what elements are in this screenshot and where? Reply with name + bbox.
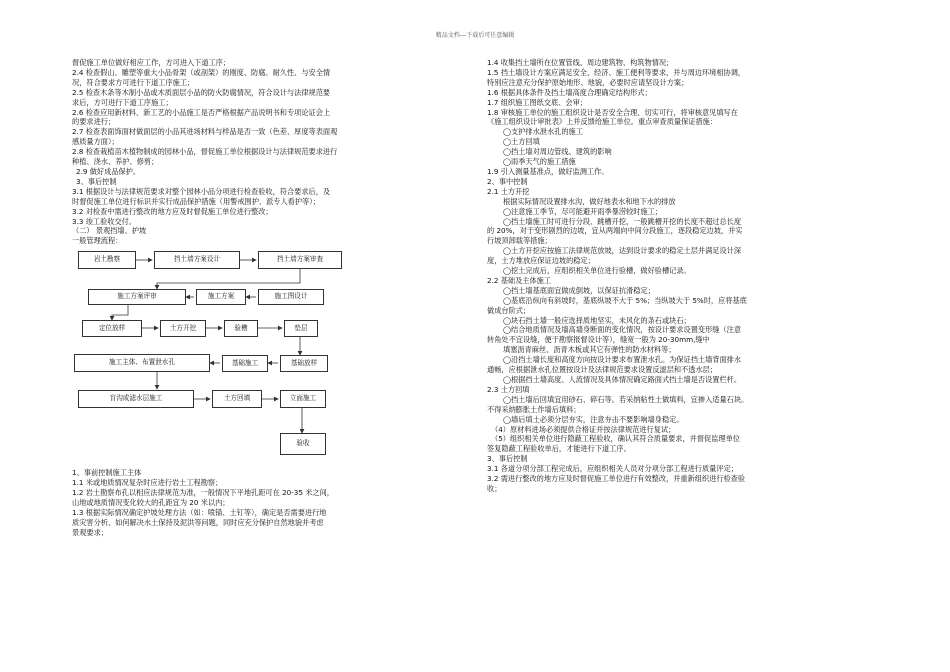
left-text-before-flow [72, 58, 472, 246]
text-line: 根据实际情况设置排水沟，做好地表水和地下水的排放 [503, 196, 676, 206]
page-header: 精品文档---下载后可任意编辑 [435, 32, 515, 39]
text-line: 2.3 土方回填 [487, 384, 530, 394]
text-line: 1.9 引入测量基准点，做好监测工作。 [487, 166, 609, 176]
text-line: ◯基底沿纵向有斜坡时，基底纵坡不大于 5%；当纵坡大于 5%时，应将基底 [503, 295, 747, 305]
text-line: 《施工组织设计审批表》上并反馈给施工单位。重点审查质量保证措施： [487, 117, 718, 127]
text-line: 1.6 根据具体条件及挡土墙高度合理确定结构形式； [487, 87, 652, 97]
text-line: 1.5 挡土墙设计方案应满足安全、经济、施工便利等要求，并与周边环境相协调， [487, 67, 746, 77]
text-line: ◯块石挡土墙一般应选择质地坚实，未风化的条石或块石； [503, 315, 691, 325]
text-line: ◯沿挡土墙长度和高度方向按设计要求布置泄水孔。为保证挡土墙背面排水 [503, 355, 742, 365]
flow-node-jichu-fangyang: 基础放样 [280, 355, 328, 372]
text-line: 1.1 米或地质情况复杂时应进行岩土工程勘察； [72, 478, 223, 488]
text-line: 山地或地质情况变化较大的孔距宜为 20 米以内； [72, 497, 230, 507]
flow-node-tufang: 土方开挖 [160, 320, 206, 337]
text-line: 3、事后控制 [487, 454, 528, 464]
text-line: 签复隐蔽工程验收单后，才能进行下道工序。 [487, 444, 631, 454]
flow-node-fangan-sheji: 挡土墙方案设计 [154, 251, 240, 269]
text-line: 2.9 做好成品保护。 [76, 166, 141, 176]
text-line: 的要求进行； [72, 117, 116, 127]
text-line: ◯雨季天气的施工措施 [503, 157, 576, 167]
process-flowchart [72, 249, 472, 465]
flow-node-shigong-tu: 施工图设计 [258, 289, 324, 305]
text-line: 转角处不宜设缝，便于勘察报督设计等），缝宽一般为 20-30mm,缝中 [487, 335, 710, 345]
text-line: 3.2 需进行整改的地方应及时督促施工单位进行有效整改，并重新组织进行检查验 [487, 474, 746, 484]
text-line: （4）原材料进场必须提供合格证并按法律规范进行复试； [491, 424, 676, 434]
text-line: 填塞沥青麻丝、沥青木板或其它有弹性的防水材料等； [503, 345, 676, 355]
flow-node-kancha: 岩土勘察 [78, 251, 136, 269]
text-line: ◯挖土完成后，应组织相关单位进行验槽，做好验槽记录。 [503, 266, 691, 276]
text-line: ◯挡土墙基底面宜做成倒坡，以保证抗滑稳定； [503, 285, 655, 295]
text-line: 一般管理流程： [72, 236, 123, 246]
text-line: 3.1 根据设计与法律规范要求对整个园林小品分项进行检查验收，符合要求后，及 [72, 186, 331, 196]
text-line: 1、事前控制施工主体 [72, 468, 142, 478]
left-column [72, 58, 472, 538]
text-line: ◯土方开挖应按施工法律规范放坡，达到设计要求的稳定土层并满足设计深 [503, 246, 742, 256]
text-line: ◯墙后填土必须分层夯实，注意夯击不要影响墙身稳定。 [503, 414, 684, 424]
text-line: 1.4 收集挡土墙所在位置管线、周边建筑物、构筑物情况； [487, 58, 674, 67]
text-line: 3.2 对检查中需进行整改的地方应及时督促施工单位进行整改； [72, 206, 273, 216]
text-line: 3.3 竣工验收交付。 [72, 216, 137, 226]
flow-node-yanshou: 验收 [280, 433, 326, 455]
flow-node-dianceng: 垫层 [284, 320, 318, 337]
text-line: 1.3 根据实际情况确定护坡处理方法（如：喷锚、土钉等），确定是否需要进行地 [72, 507, 327, 517]
text-line: 2、事中控制 [487, 176, 528, 186]
text-line: 2.8 检查栽植苗木植物制成的园林小品，督促施工单位根据设计与法律规范要求进行 [72, 147, 338, 157]
text-line: 2.5 检查木条等木制小品或木质面层小品的防火防腐情况，符合设计与法律规范要 [72, 87, 331, 97]
text-line: 2.4 检查假山、雕塑等重大小品骨架（或剖架）的刚度、防腐、耐久性、与安全情 [72, 67, 331, 77]
text-line: 2.1 土方开挖 [487, 186, 530, 196]
right-column [487, 58, 887, 494]
text-line: 度，土方堆放应保证边坡的稳定； [487, 256, 595, 266]
text-line: 2.7 检查表面饰面材做面层的小品其进场材料与样品是否一致（色差、厚度等表面观 [72, 127, 338, 137]
text-line: ◯挡土墙施工时可进行分段、跳槽开挖，一般跳槽开挖的长度不超过总长度 [503, 216, 742, 226]
flow-node-yancao: 验槽 [224, 320, 258, 337]
text-line: 景观要求； [72, 527, 108, 537]
text-line: 做成台阶式； [487, 305, 531, 315]
flow-node-shigong-fangan: 施工方案 [196, 289, 246, 305]
text-line: 种植、浇水、养护、修剪； [72, 157, 159, 167]
left-text-after-flow [72, 468, 472, 537]
flow-node-tufang-huitian: 土方回填 [212, 390, 262, 408]
flow-node-dingwei: 定位放样 [82, 320, 142, 337]
text-line: 求后，方可进行下道工序施工； [72, 97, 173, 107]
text-line: 的 20%，对于变形剧烈的边坡，宜从两端向中间分段施工，逐段稳定边坡，并实 [487, 226, 743, 236]
text-line: ◯注意施工季节，尽可能避开雨季暴涝较时施工； [503, 206, 662, 216]
text-line: （5）组织相关单位进行隐蔽工程验收，确认其符合质量要求，并督促监理单位 [491, 434, 740, 444]
text-line: ◯挡土墙后回填宜用砂石、碎石等。若采纳粘性土做填料，宜掺入适量石块。 [503, 394, 749, 404]
text-line: 时督促施工单位进行标识并实行成品保护措施（用警戒围护、派专人看护等）； [72, 196, 320, 206]
arrow-shencha-to-pingshen [157, 269, 300, 289]
text-line: 不得采纳膨胀土作墙后填料； [487, 404, 581, 414]
flow-node-paishui: 盲沟或滤水层施工 [78, 390, 194, 408]
text-line: ◯结合地质情况及墙高墙身断面的变化情况，按设计要求设置变形缝（注意 [503, 325, 742, 335]
text-line: ◯支护排水泄水孔的施工 [503, 127, 583, 137]
flow-node-fangan-shencha: 挡土墙方案审查 [258, 251, 342, 269]
text-line: 2.6 检查应用新材料、新工艺的小品施工是否严格根据产品说明书和专项论证会上 [72, 107, 331, 117]
text-line: 特别应注意充分保护原始地形、地貌，必要时应请坚设计方案； [487, 77, 689, 87]
text-line: ◯土方回填 [503, 137, 540, 147]
text-line: 收； [487, 483, 502, 493]
flow-node-limian: 立面施工 [280, 390, 326, 408]
flow-node-shigong-fangan-shencha: 施工方案评审 [88, 289, 186, 305]
text-line: 感质量方面）； [72, 137, 119, 147]
text-line: 况，符合要求方可进行下道工序施工； [72, 77, 195, 87]
text-line: 2.2 基础及主体施工 [487, 275, 552, 285]
text-line: （二） 景观挡墙、护坡 [72, 226, 147, 236]
text-line: 1.2 岩土勘察布孔以相应法律规范为准，一般情况下平地孔距可在 20-35 米之间， [72, 488, 334, 498]
text-line: 通畅，应根据泄水孔位置按设计及法律规范要求设置反滤层和不透水层； [487, 365, 718, 375]
flow-node-zhuti: 施工主体、布置泄水孔 [74, 354, 210, 372]
text-line: 督促施工单位做好相应工作，方可进入下道工序； [72, 58, 231, 67]
arrow-pingshen-to-dingwei [112, 305, 128, 320]
text-line: 3.1 各道分项分部工程完成后，应组织相关人员对分项分部工程进行质量评定； [487, 464, 738, 474]
text-line: 行坡顶卸载等措施； [487, 236, 552, 246]
flow-node-jichu-shigong: 基础施工 [222, 355, 268, 372]
text-line: 3、事后控制 [76, 176, 117, 186]
text-line: ◯根据挡土墙高度、人流情况及具体情况确定路面式挡土墙是否设置栏杆。 [503, 375, 742, 384]
text-line: 质灾害分析、如何解决水土保持及泥洪等问题，同时应充分保护自然地貌并考虑 [72, 517, 324, 527]
right-text [487, 58, 887, 494]
text-line: ◯挡土墙对周边管线、建筑的影响 [503, 147, 612, 157]
text-line: 1.8 审核施工单位的施工组织设计是否安全合理、切实可行，将审核意见填写在 [487, 107, 738, 117]
text-line: 1.7 组织施工图纸交底、会审； [487, 97, 587, 107]
